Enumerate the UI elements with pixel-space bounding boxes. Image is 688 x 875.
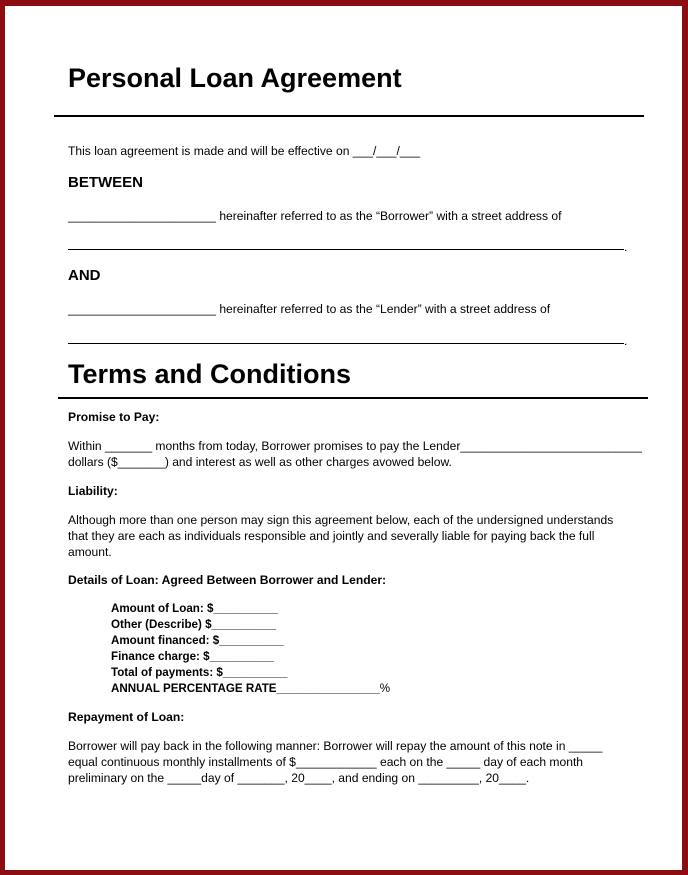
finance-charge-field: Finance charge: $__________ — [111, 650, 275, 663]
borrower-line: ______________________ hereinafter referred to as the “Borrower” with a street address of — [68, 209, 562, 223]
apr-field — [111, 682, 390, 695]
repayment-line-1: Borrower will pay back in the following manner: Borrower will repay the amount of this note in _____ — [68, 739, 603, 753]
other-describe-field: Other (Describe) $__________ — [111, 618, 276, 631]
liability-line-3: amount. — [68, 545, 112, 559]
promise-line-2: dollars ($_______) and interest as well as other charges avowed below. — [68, 455, 452, 469]
and-heading: AND — [68, 267, 101, 284]
promise-line-1: Within _______ months from today, Borrower promises to pay the Lender___________________________ — [68, 439, 642, 453]
terms-heading: Terms and Conditions — [68, 359, 352, 389]
liability-line-2: that they are each as individuals responsible and jointly and severally liable for paying back the full — [68, 529, 595, 543]
borrower-address-end: . — [624, 240, 628, 254]
apr-label: ANNUAL PERCENTAGE RATE________________ — [111, 682, 380, 695]
liability-heading: Liability: — [68, 484, 118, 498]
details-heading: Details of Loan: Agreed Between Borrower and Lender: — [68, 573, 387, 587]
repayment-line-2: equal continuous monthly installments of $____________ each on the _____ day of each month — [68, 755, 584, 769]
promise-heading: Promise to Pay: — [68, 410, 160, 424]
amount-financed-field: Amount financed: $__________ — [111, 634, 284, 647]
borrower-address-line — [68, 249, 624, 250]
lender-address-end: . — [624, 334, 628, 348]
amount-of-loan-field: Amount of Loan: $__________ — [111, 602, 278, 615]
repayment-line-3: preliminary on the _____day of _______, 20____, and ending on _________, 20____. — [68, 771, 530, 785]
effective-date-line: This loan agreement is made and will be effective on ___/___/___ — [68, 144, 421, 158]
total-of-payments-field: Total of payments: $__________ — [111, 666, 288, 679]
lender-line: ______________________ hereinafter referred to as the “Lender” with a street address of — [68, 302, 551, 316]
terms-divider — [58, 397, 648, 399]
apr-percent-sign: % — [379, 682, 391, 695]
document-title: Personal Loan Agreement — [68, 63, 402, 93]
liability-line-1: Although more than one person may sign this agreement below, each of the undersigned understands — [68, 513, 614, 527]
repayment-heading: Repayment of Loan: — [68, 710, 185, 724]
lender-address-line — [68, 343, 624, 344]
between-heading: BETWEEN — [68, 174, 143, 191]
title-divider — [54, 115, 644, 117]
